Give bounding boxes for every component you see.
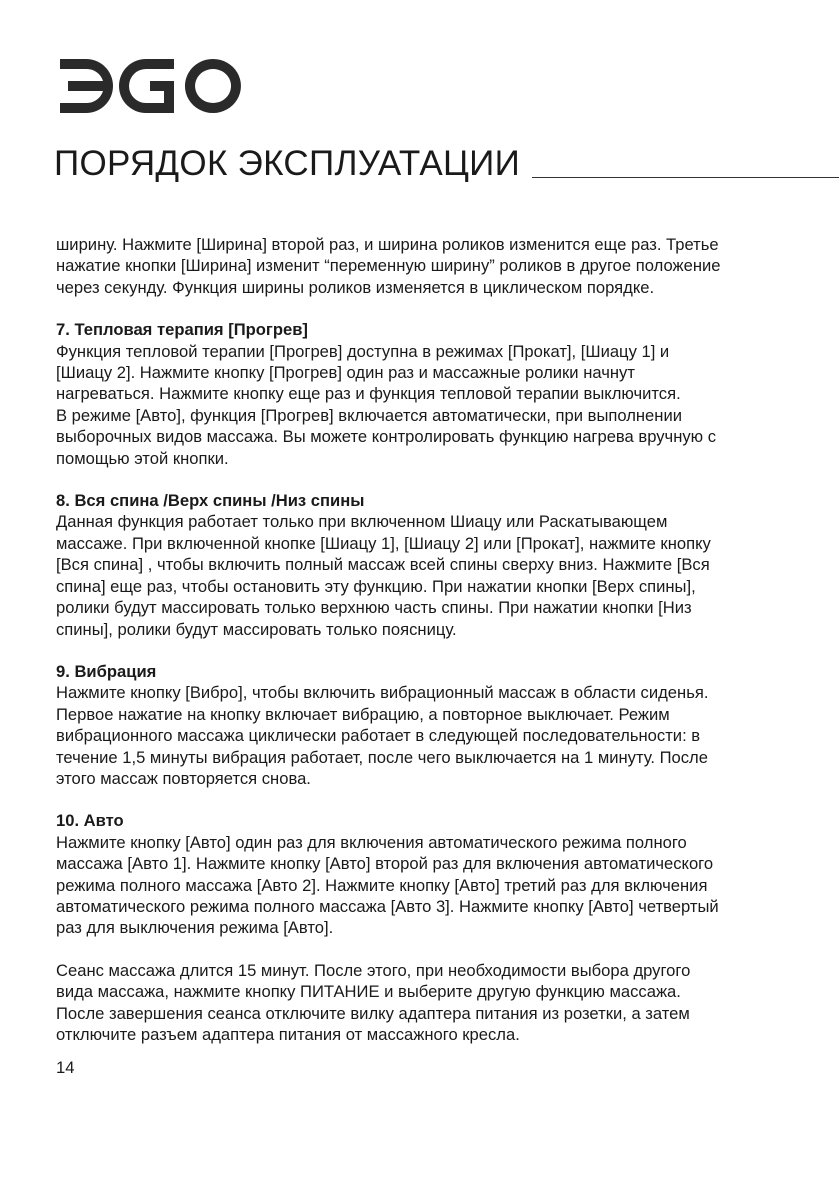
closing-paragraph: [56, 960, 796, 1046]
text-line: нагреваться. Нажмите кнопку еще раз и функция тепловой терапии выключится.: [56, 384, 681, 404]
text-line: Данная функция работает только при включенном Шиацу или Раскатывающем: [56, 512, 668, 532]
title-divider: [532, 177, 839, 178]
text-line: этого массаж повторяется снова.: [56, 768, 311, 788]
text-line: нажатие кнопки [Ширина] изменит “переменную ширину” роликов в другое положение: [56, 256, 721, 276]
text-line: Сеанс массажа длится 15 минут. После этого, при необходимости выбора другого: [56, 960, 691, 980]
section-heading: 10. Авто: [56, 811, 124, 831]
text-line: выборочных видов массажа. Вы можете контролировать функцию нагрева вручную с: [56, 427, 717, 447]
text-line: ролики будут массировать только верхнюю часть спины. При нажатии кнопки [Низ: [56, 598, 692, 618]
section-heat-therapy: [56, 319, 796, 469]
text-line: спины], ролики будут массировать только поясницу.: [56, 619, 457, 639]
text-line: через секунду. Функция ширины роликов изменяется в циклическом порядке.: [56, 277, 655, 297]
text-line: режима полного массажа [Авто 2]. Нажмите кнопку [Авто] третий раз для включения: [56, 875, 708, 895]
text-line: отключите разъем адаптера питания от массажного кресла.: [56, 1025, 520, 1044]
text-line: вида массажа, нажмите кнопку ПИТАНИЕ и выберите другую функцию массажа.: [56, 982, 681, 1002]
text-line: массаже. При включенной кнопке [Шиацу 1], [Шиацу 2] или [Прокат], нажмите кнопку: [56, 533, 711, 553]
text-line: массажа [Авто 1]. Нажмите кнопку [Авто] второй раз для включения автоматического: [56, 854, 714, 874]
text-line: После завершения сеанса отключите вилку адаптера питания из розетки, а затем: [56, 1003, 690, 1023]
intro-paragraph: [56, 234, 796, 298]
text-line: В режиме [Авто], функция [Прогрев] включается автоматически, при выполнении: [56, 405, 682, 425]
text-line: Нажмите кнопку [Вибро], чтобы включить вибрационный массаж в области сиденья.: [56, 683, 709, 703]
text-line: помощью этой кнопки.: [56, 448, 229, 468]
text-line: Нажмите кнопку [Авто] один раз для включения автоматического режима полного: [56, 832, 687, 852]
section-heading: 7. Тепловая терапия [Прогрев]: [56, 320, 308, 340]
text-line: [Шиацу 2]. Нажмите кнопку [Прогрев] один раз и массажные ролики начнут: [56, 363, 635, 383]
section-heading: 8. Вся спина /Верх спины /Низ спины: [56, 491, 365, 511]
section-auto: [56, 810, 796, 938]
section-vibration: [56, 661, 796, 789]
text-line: Первое нажатие на кнопку включает вибрацию, а повторное выключает. Режим: [56, 704, 670, 724]
page-title: ПОРЯДОК ЭКСПЛУАТАЦИИ: [54, 144, 521, 183]
text-line: течение 1,5 минуты вибрация работает, после чего выключается на 1 минуту. После: [56, 747, 708, 767]
brand-logo: [56, 56, 246, 116]
text-line: Функция тепловой терапии [Прогрев] доступна в режимах [Прокат], [Шиацу 1] и: [56, 341, 670, 361]
page-number: 14: [56, 1058, 75, 1077]
document-body: [56, 234, 796, 1045]
ego-logo-icon: [56, 56, 246, 116]
text-line: [Вся спина] , чтобы включить полный массаж всей спины сверху вниз. Нажмите [Вся: [56, 555, 710, 575]
text-line: раз для выключения режима [Авто].: [56, 918, 334, 938]
text-line: спина] еще раз, чтобы остановить эту функцию. При нажатии кнопки [Верх спины],: [56, 576, 696, 596]
text-line: вибрационного массажа циклически работает в следующей последовательности: в: [56, 726, 701, 746]
text-line: автоматического режима полного массажа [Авто 3]. Нажмите кнопку [Авто] четвертый: [56, 896, 719, 916]
section-heading: 9. Вибрация: [56, 661, 157, 681]
section-back-zones: [56, 490, 796, 640]
text-line: ширину. Нажмите [Ширина] второй раз, и ширина роликов изменится еще раз. Третье: [56, 235, 719, 254]
